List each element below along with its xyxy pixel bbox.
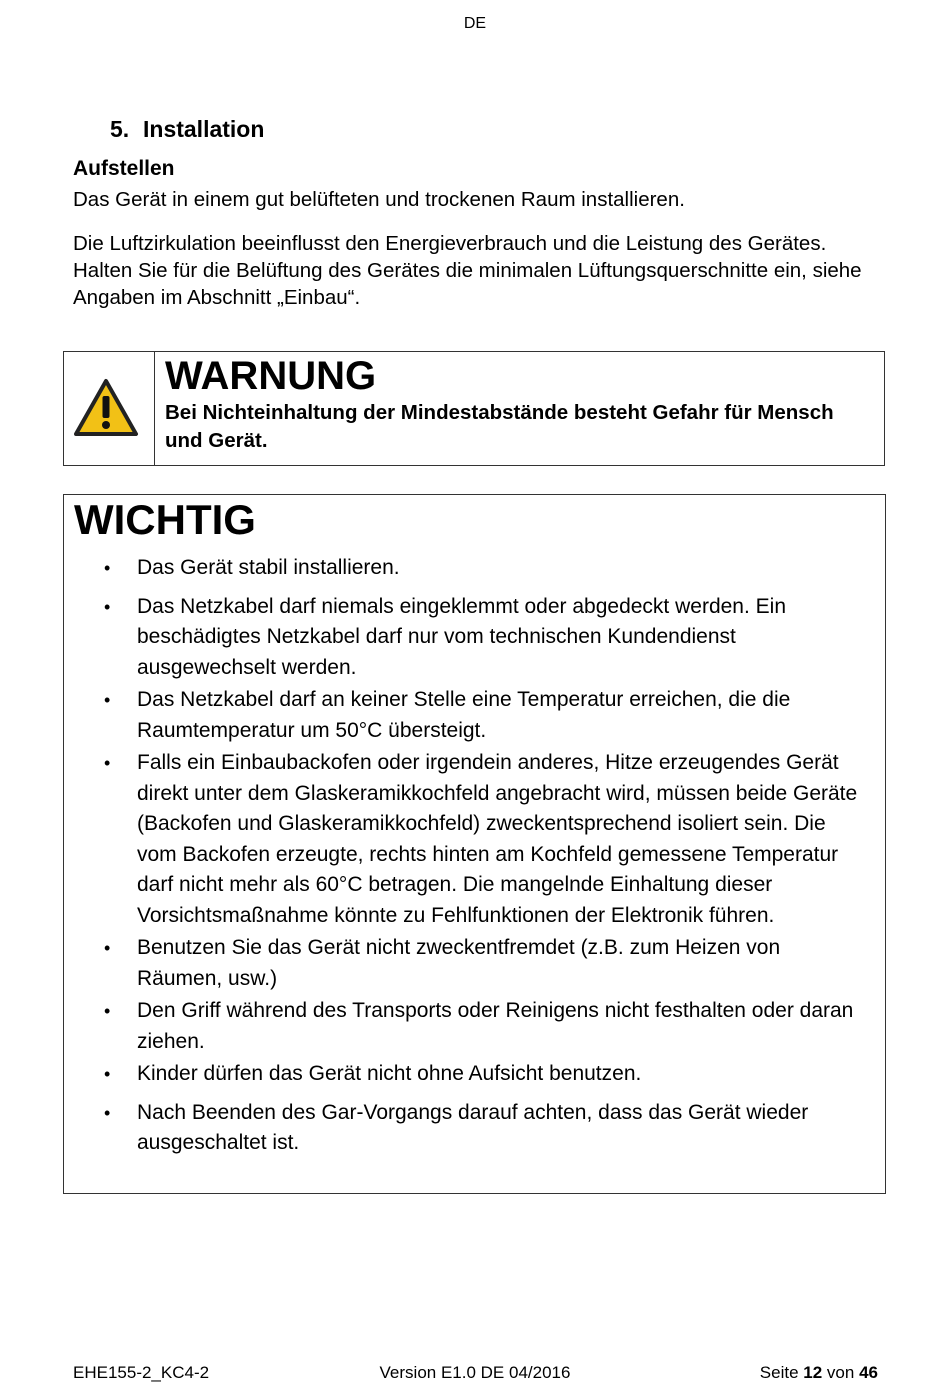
list-item: • Kinder dürfen das Gerät nicht ohne Aufsicht benutzen. (64, 1059, 864, 1090)
warning-box (63, 351, 885, 466)
list-item: • Das Netzkabel darf niemals eingeklemmt oder abgedeckt werden. Ein beschädigtes Netzkabel darf nur vom technischen Kundendienst ausgewechselt werden. (64, 592, 864, 684)
page-total: 46 (859, 1363, 878, 1382)
list-item: • Das Netzkabel darf an keiner Stelle eine Temperatur erreichen, die die Raumtemperatur um 50°C übersteigt. (64, 685, 864, 746)
list-item: • Nach Beenden des Gar-Vorgangs darauf achten, dass das Gerät wieder ausgeschaltet ist. (64, 1098, 864, 1159)
warning-triangle-icon (73, 378, 139, 438)
page-current: 12 (803, 1363, 823, 1382)
important-list (64, 553, 864, 1161)
warning-icon-cell (64, 352, 155, 465)
page-language-header: DE (463, 15, 487, 32)
important-box (63, 494, 886, 1194)
footer-page-number (760, 1363, 878, 1383)
section-heading (110, 116, 264, 143)
footer-version: Version E1.0 DE 04/2016 (379, 1363, 571, 1382)
list-item: • Den Griff während des Transports oder Reinigens nicht festhalten oder daran ziehen. (64, 996, 864, 1057)
warning-title: WARNUNG (165, 354, 377, 398)
paragraph-ventilation: Die Luftzirkulation beeinflusst den Energieverbrauch und die Leistung des Gerätes. Halten Sie für die Belüftung des Gerätes die minimalen Lüftungsquerschnitte ein, siehe Angaben im Abschnitt „Einbau“. (73, 232, 862, 309)
footer-model: EHE155-2_KC4-2 (73, 1363, 210, 1382)
page-mid: von (826, 1363, 855, 1382)
paragraph-placement: Das Gerät in einem gut belüfteten und trockenen Raum installieren. (73, 188, 685, 211)
important-title: WICHTIG (74, 496, 256, 543)
section-number: 5. (110, 116, 130, 142)
section-title: Installation (143, 116, 265, 142)
page-prefix: Seite (759, 1363, 799, 1382)
list-item: • Das Gerät stabil installieren. (64, 553, 864, 584)
list-item: • Benutzen Sie das Gerät nicht zweckentfremdet (z.B. zum Heizen von Räumen, usw.) (64, 933, 864, 994)
subsection-title: Aufstellen (73, 157, 175, 180)
warning-text: Bei Nichteinhaltung der Mindestabstände besteht Gefahr für Mensch und Gerät. (165, 401, 834, 452)
list-item: • Falls ein Einbaubackofen oder irgendein anderes, Hitze erzeugendes Gerät direkt unter dem Glaskeramikkochfeld angebracht wird, müssen beide Geräte (Backofen und Glaskeramikkochfeld) zweckentsprechend isoliert sein. Die vom Backofen erzeugte, rechts hinten am Kochfeld gemessene Temperatur darf nicht mehr als 60°C betragen. Die mangelnde Einhaltung dieser Vorsichtsmaßnahme könnte zu Fehlfunktionen der Elektronik führen. (64, 748, 864, 931)
